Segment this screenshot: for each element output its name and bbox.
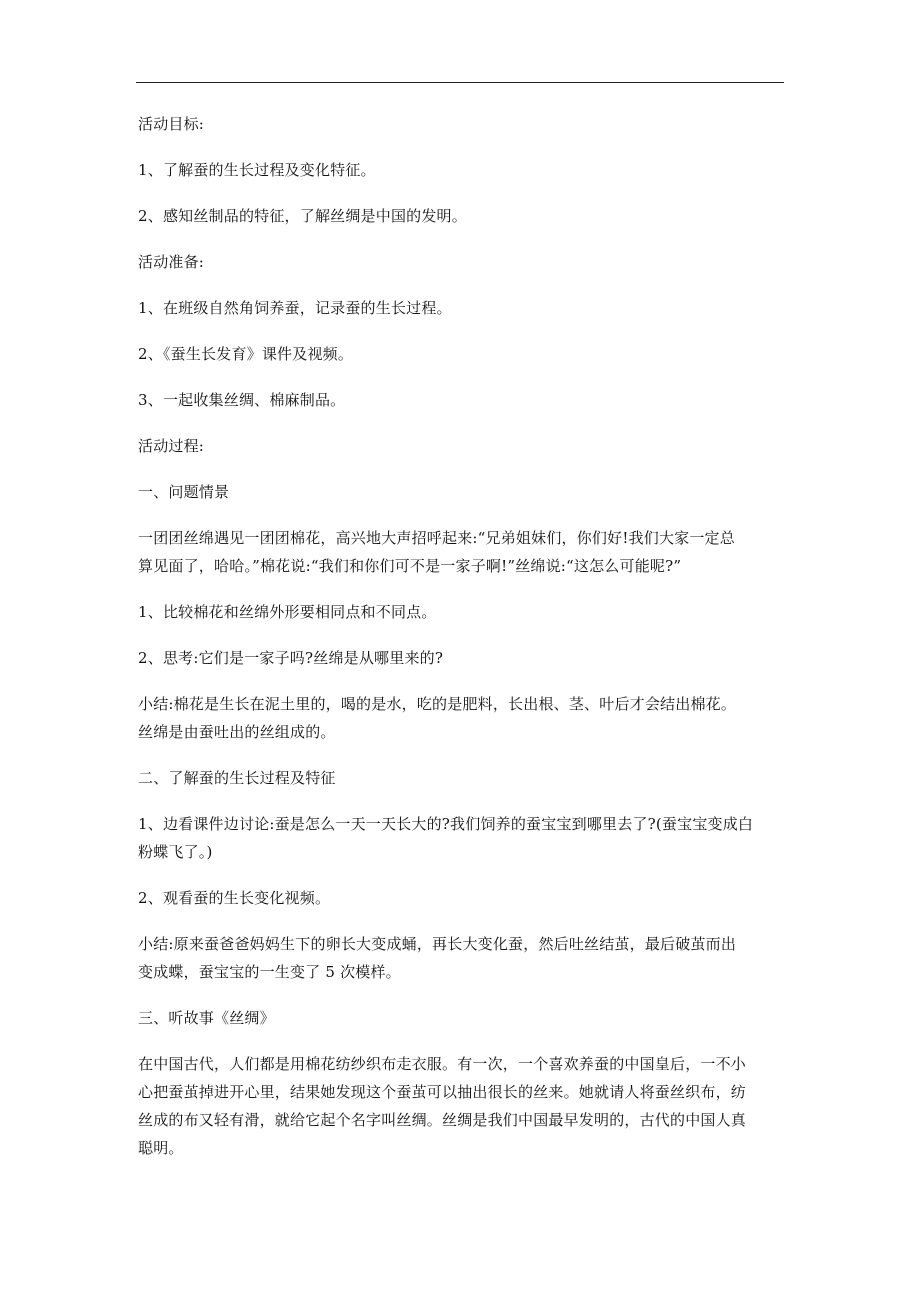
section-3-line-4: 聪明。: [138, 1139, 184, 1157]
goal-item-2: 2、感知丝制品的特征，了解丝绸是中国的发明。: [138, 207, 467, 225]
goals-heading: 活动目标:: [138, 115, 205, 133]
prep-heading: 活动准备:: [138, 253, 205, 271]
section-2-item-1: [138, 810, 788, 866]
section-2-item-1-line-2: 粉蝶飞了。): [138, 843, 213, 861]
prep-item-3: 3、一起收集丝绸、棉麻制品。: [138, 391, 346, 409]
prep-item-1: 1、在班级自然角饲养蚕，记录蚕的生长过程。: [138, 299, 452, 317]
summary-1-paragraph: [138, 690, 788, 746]
section-3-line-3: 丝成的布又轻有滑，就给它起个名字叫丝绸。丝绸是我们中国最早发明的，古代的中国人真: [138, 1111, 747, 1129]
section-3-line-2: 心把蚕茧掉进开心里，结果她发现这个蚕茧可以抽出很长的丝来。她就请人将蚕丝织布，纺: [138, 1083, 747, 1101]
prep-item-2: 2、《蚕生长发育》课件及视频。: [138, 345, 354, 363]
summary-1-line-1: 小结:棉花是生长在泥土里的，喝的是水，吃的是肥料，长出根、茎、叶后才会结出棉花。: [138, 695, 737, 713]
summary-2-paragraph: [138, 930, 788, 986]
section-2-title: 二、了解蚕的生长过程及特征: [138, 769, 336, 787]
story-paragraph: [138, 524, 788, 580]
story-line-1: 一团团丝绵遇见一团团棉花，高兴地大声招呼起来:“兄弟姐妹们，你们好!我们大家一定总: [138, 529, 735, 547]
process-heading: 活动过程:: [138, 437, 205, 455]
section-1-item-2: 2、思考:它们是一家子吗?丝绵是从哪里来的?: [138, 649, 444, 667]
section-1-title: 一、问题情景: [138, 483, 230, 501]
summary-2-line-1: 小结:原来蚕爸爸妈妈生下的卵长大变成蛹，再长大变化蚕，然后吐丝结茧，最后破茧而出: [138, 935, 737, 953]
goal-item-1: 1、了解蚕的生长过程及变化特征。: [138, 161, 376, 179]
section-2-item-1-line-1: 1、边看课件边讨论:蚕是怎么一天一天长大的?我们饲养的蚕宝宝到哪里去了?(蚕宝宝变成白: [138, 815, 754, 833]
summary-1-line-2: 丝绵是由蚕吐出的丝组成的。: [138, 723, 336, 741]
header-rule: [136, 82, 784, 83]
section-3-paragraph: [138, 1050, 788, 1162]
section-1-item-1: 1、比较棉花和丝绵外形要相同点和不同点。: [138, 603, 437, 621]
section-2-item-2: 2、观看蚕的生长变化视频。: [138, 889, 331, 907]
section-3-line-1: 在中国古代，人们都是用棉花纺纱织布走衣服。有一次，一个喜欢养蚕的中国皇后，一不小: [138, 1055, 747, 1073]
section-3-title: 三、听故事《丝绸》: [138, 1009, 275, 1027]
story-line-2: 算见面了，哈哈。”棉花说:“我们和你们可不是一家子啊!”丝绵说:“这怎么可能呢?”: [138, 557, 682, 575]
summary-2-line-2: 变成蝶，蚕宝宝的一生变了 5 次模样。: [138, 963, 401, 981]
document-body: [138, 110, 788, 1162]
